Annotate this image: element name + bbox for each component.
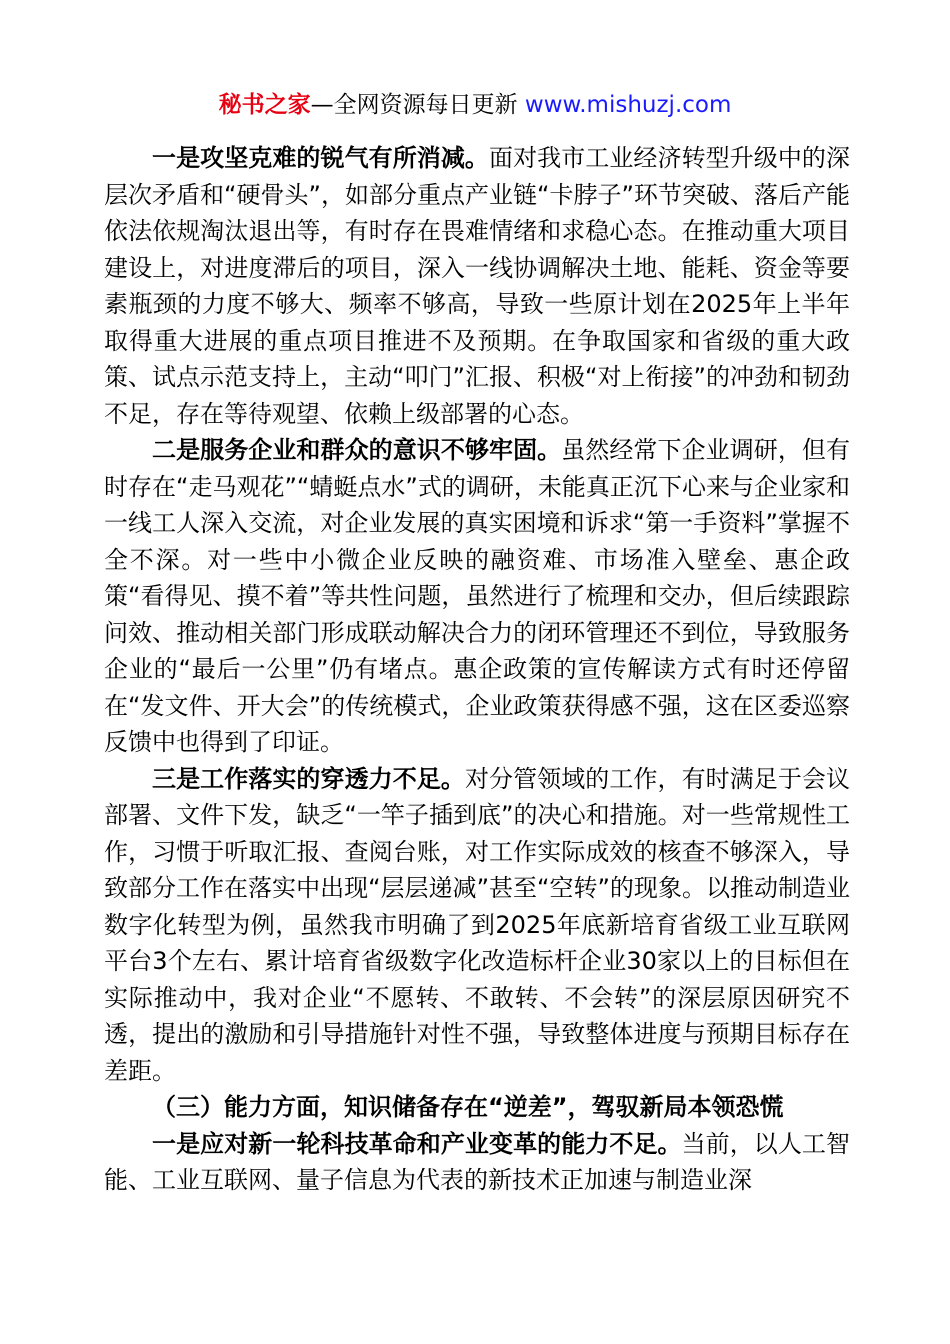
site-link[interactable]: www.mishuzj.com (524, 92, 732, 118)
paragraph-1-text: 面对我市工业经济转型升级中的深层次矛盾和“硬骨头”，如部分重点产业链“卡脖子”环节突破、落后产能依法依规淘汰退出等，有时存在畏难情绪和求稳心态。在推动重大项目建设上，对进度滞后的项目，深入一线协调解决土地、能耗、资金等要素瓶颈的力度不够大、频率不够高，导致一些原计划在2025年上半年取得重大进展的重点项目推进不及预期。在争取国家和省级的重大政策、试点示范支持上，主动“叩门”汇报、积极“对上衔接”的冲劲和韧劲不足，存在等待观望、依赖上级部署的心态。 (104, 144, 850, 428)
paragraph-2-text: 虽然经常下企业调研，但有时存在“走马观花”“蜻蜓点水”式的调研，未能真正沉下心来与企业家和一线工人深入交流，对企业发展的真实困境和诉求“第一手资料”掌握不全不深。对一些中小微企业反映的融资难、市场准入壁垒、惠企政策“看得见、摸不着”等共性问题，虽然进行了梳理和交办，但后续跟踪问效、推动相关部门形成联动解决合力的闭环管理还不到位，导致服务企业的“最后一公里”仍有堵点。惠企政策的宣传解读方式有时还停留在“发文件、开大会”的传统模式，企业政策获得感不强，这在区委巡察反馈中也得到了印证。 (104, 436, 851, 756)
paragraph-4 (104, 1126, 850, 1199)
paragraph-3-text: 对分管领域的工作，有时满足于会议部署、文件下发，缺乏“一竿子插到底”的决心和措施。对一些常规性工作，习惯于听取汇报、查阅台账，对工作实际成效的核查不够深入，导致部分工作在落实中出现“层层递减”甚至“空转”的现象。以推动制造业数字化转型为例，虽然我市明确了到2025年底新培育省级工业互联网平台3个左右、累计培育省级数字化改造标杆企业30家以上的目标但在实际推动中，我对企业“不愿转、不敢转、不会转”的深层原因研究不透，提出的激励和引导措施针对性不强，导致整体进度与预期目标存在差距。 (104, 764, 851, 1085)
paragraph-1 (104, 140, 850, 432)
paragraph-2 (104, 432, 850, 761)
brand-name: 秘书之家 (218, 92, 311, 118)
paragraph-3-lead: 三是工作落实的穿透力不足。 (152, 764, 465, 793)
paragraph-4-text: 当前，以人工智能、工业互联网、量子信息为代表的新技术正加速与制造业深 (104, 1129, 851, 1194)
paragraph-1-lead: 一是攻坚克难的锐气有所消减。 (152, 144, 489, 172)
paragraph-3 (104, 761, 850, 1090)
document-body (104, 140, 850, 1199)
paragraph-4-lead: 一是应对新一轮科技革命和产业变革的能力不足。 (152, 1129, 682, 1158)
header-tagline: —全网资源每日更新 (310, 92, 525, 118)
watermark-header (0, 88, 950, 122)
section-heading: （三）能力方面，知识储备存在“逆差”，驾驭新局本领恐慌 (152, 1093, 784, 1121)
paragraph-2-lead: 二是服务企业和群众的意识不够牢固。 (152, 436, 562, 464)
